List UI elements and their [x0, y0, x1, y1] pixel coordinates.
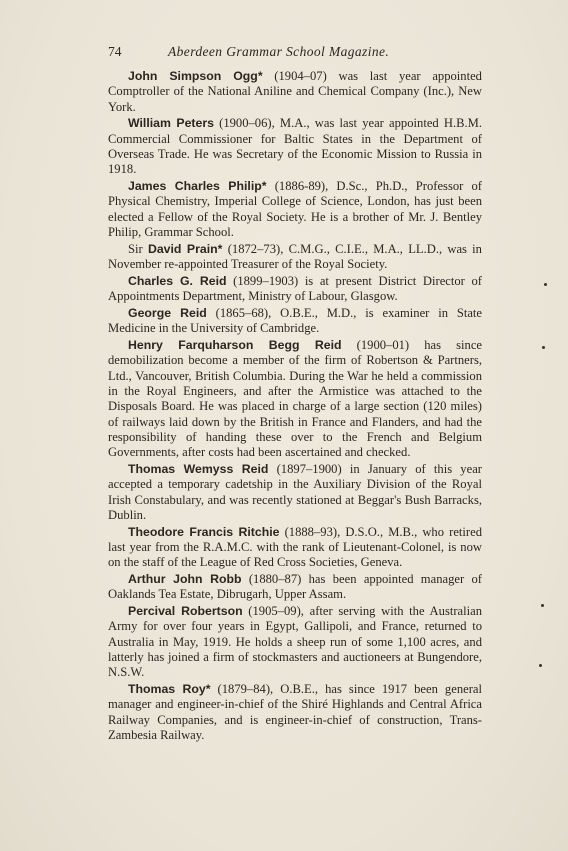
list-item — [108, 274, 482, 305]
entry-text: (1897–1900) in January of this year accepted a temporary cadetship in the Auxiliary Division of the Royal Irish Constabulary, and was recently stationed at Beggar's Bush Barracks, Dublin. — [108, 461, 482, 522]
list-item — [108, 338, 482, 460]
list-item — [108, 179, 482, 240]
person-name: Charles G. Reid — [128, 273, 227, 288]
paper-speck — [544, 283, 547, 286]
paper-speck — [539, 664, 542, 667]
page-header — [108, 44, 482, 60]
running-title: Aberdeen Grammar School Magazine. — [168, 44, 390, 59]
entry-text: (1879–84), O.B.E., has since 1917 been general manager and engineer-in-chief of the Shiré Highlands and Central Africa Railway Companies, and is engineer-in-chief of construction, Trans-Zambesia Railway. — [108, 682, 482, 742]
entry-text: (1880–87) has been appointed manager of Oaklands Tea Estate, Dibrugarh, Upper Assam. — [108, 572, 482, 602]
person-name: Thomas Roy* — [128, 682, 211, 697]
person-name: William Peters — [128, 116, 214, 131]
person-name: George Reid — [128, 305, 207, 320]
entry-text: (1872–73), C.M.G., C.I.E., M.A., LL.D., was in November re-appointed Treasurer of the Royal Society. — [108, 241, 482, 272]
entry-text: (1900–01) has since demobilization become a member of the firm of Robertson & Partners, Ltd., Vancouver, British Columbia. During the War he held a commission in the Royal Engineers, and after the Armistice was attached to the Disposals Board. He was placed in charge of a large section (120 miles) of railways laid down by the British in France and Flanders, and had the responsibility of handing these over to the French and Belgium Governments, after costs had been ascertained and checked. — [108, 338, 483, 460]
person-name: Theodore Francis Ritchie — [128, 524, 280, 539]
list-item — [108, 682, 482, 743]
entry-prefix: Sir — [128, 241, 148, 256]
person-name: Arthur John Robb — [128, 572, 242, 586]
entry-text: (1886-89), D.Sc., Ph.D., Professor of Physical Chemistry, Imperial College of Science, London, has just been elected a Fellow of the Royal Society. He is a brother of Mr. J. Bentley Philip, Grammar School. — [108, 179, 482, 239]
entry-text: (1888–93), D.S.O., M.B., who retired last year from the R.A.M.C. with the rank of Lieutenant-Colonel, is now on the staff of the League of Red Cross Societies, Geneva. — [108, 524, 482, 570]
article-body — [108, 69, 482, 745]
person-name: James Charles Philip* — [128, 179, 267, 194]
entry-text: (1900–06), M.A., was last year appointed H.B.M. Commercial Commissioner for Baltic States in the Department of Overseas Trade. He was Secretary of the Economic Mission to Russia in 1918. — [108, 116, 482, 177]
entry-text: (1904–07) was last year appointed Comptroller of the National Aniline and Chemical Company (Inc.), New York. — [108, 69, 482, 114]
list-item — [108, 116, 482, 177]
person-name: Thomas Wemyss Reid — [128, 461, 269, 476]
paper-speck — [542, 346, 545, 349]
entry-text: (1865–68), O.B.E., M.D., is examiner in State Medicine in the University of Cambridge. — [108, 305, 482, 336]
person-name: David Prain* — [147, 241, 223, 256]
person-name: John Simpson Ogg* — [128, 69, 263, 83]
page-number: 74 — [108, 44, 122, 59]
list-item — [108, 306, 482, 337]
entry-text: (1899–1903) is at present District Director of Appointments Department, Ministry of Labour, Glasgow. — [108, 273, 482, 304]
list-item — [108, 572, 482, 603]
person-name: Henry Farquharson Begg Reid — [128, 338, 342, 353]
list-item — [108, 462, 482, 523]
list-item — [108, 242, 482, 273]
entry-text: (1905–09), after serving with the Australian Army for over four years in Egypt, Gallipoli, and France, returned to Australia in May, 1919. He holds a sheep run of some 1,100 acres, and latterly has joined a firm of stockmasters and auctioneers at Bungendore, N.S.W. — [108, 604, 483, 680]
list-item — [108, 604, 482, 680]
list-item — [108, 69, 482, 115]
list-item — [108, 525, 482, 571]
person-name: Percival Robertson — [128, 604, 243, 619]
paper-speck — [541, 604, 544, 607]
